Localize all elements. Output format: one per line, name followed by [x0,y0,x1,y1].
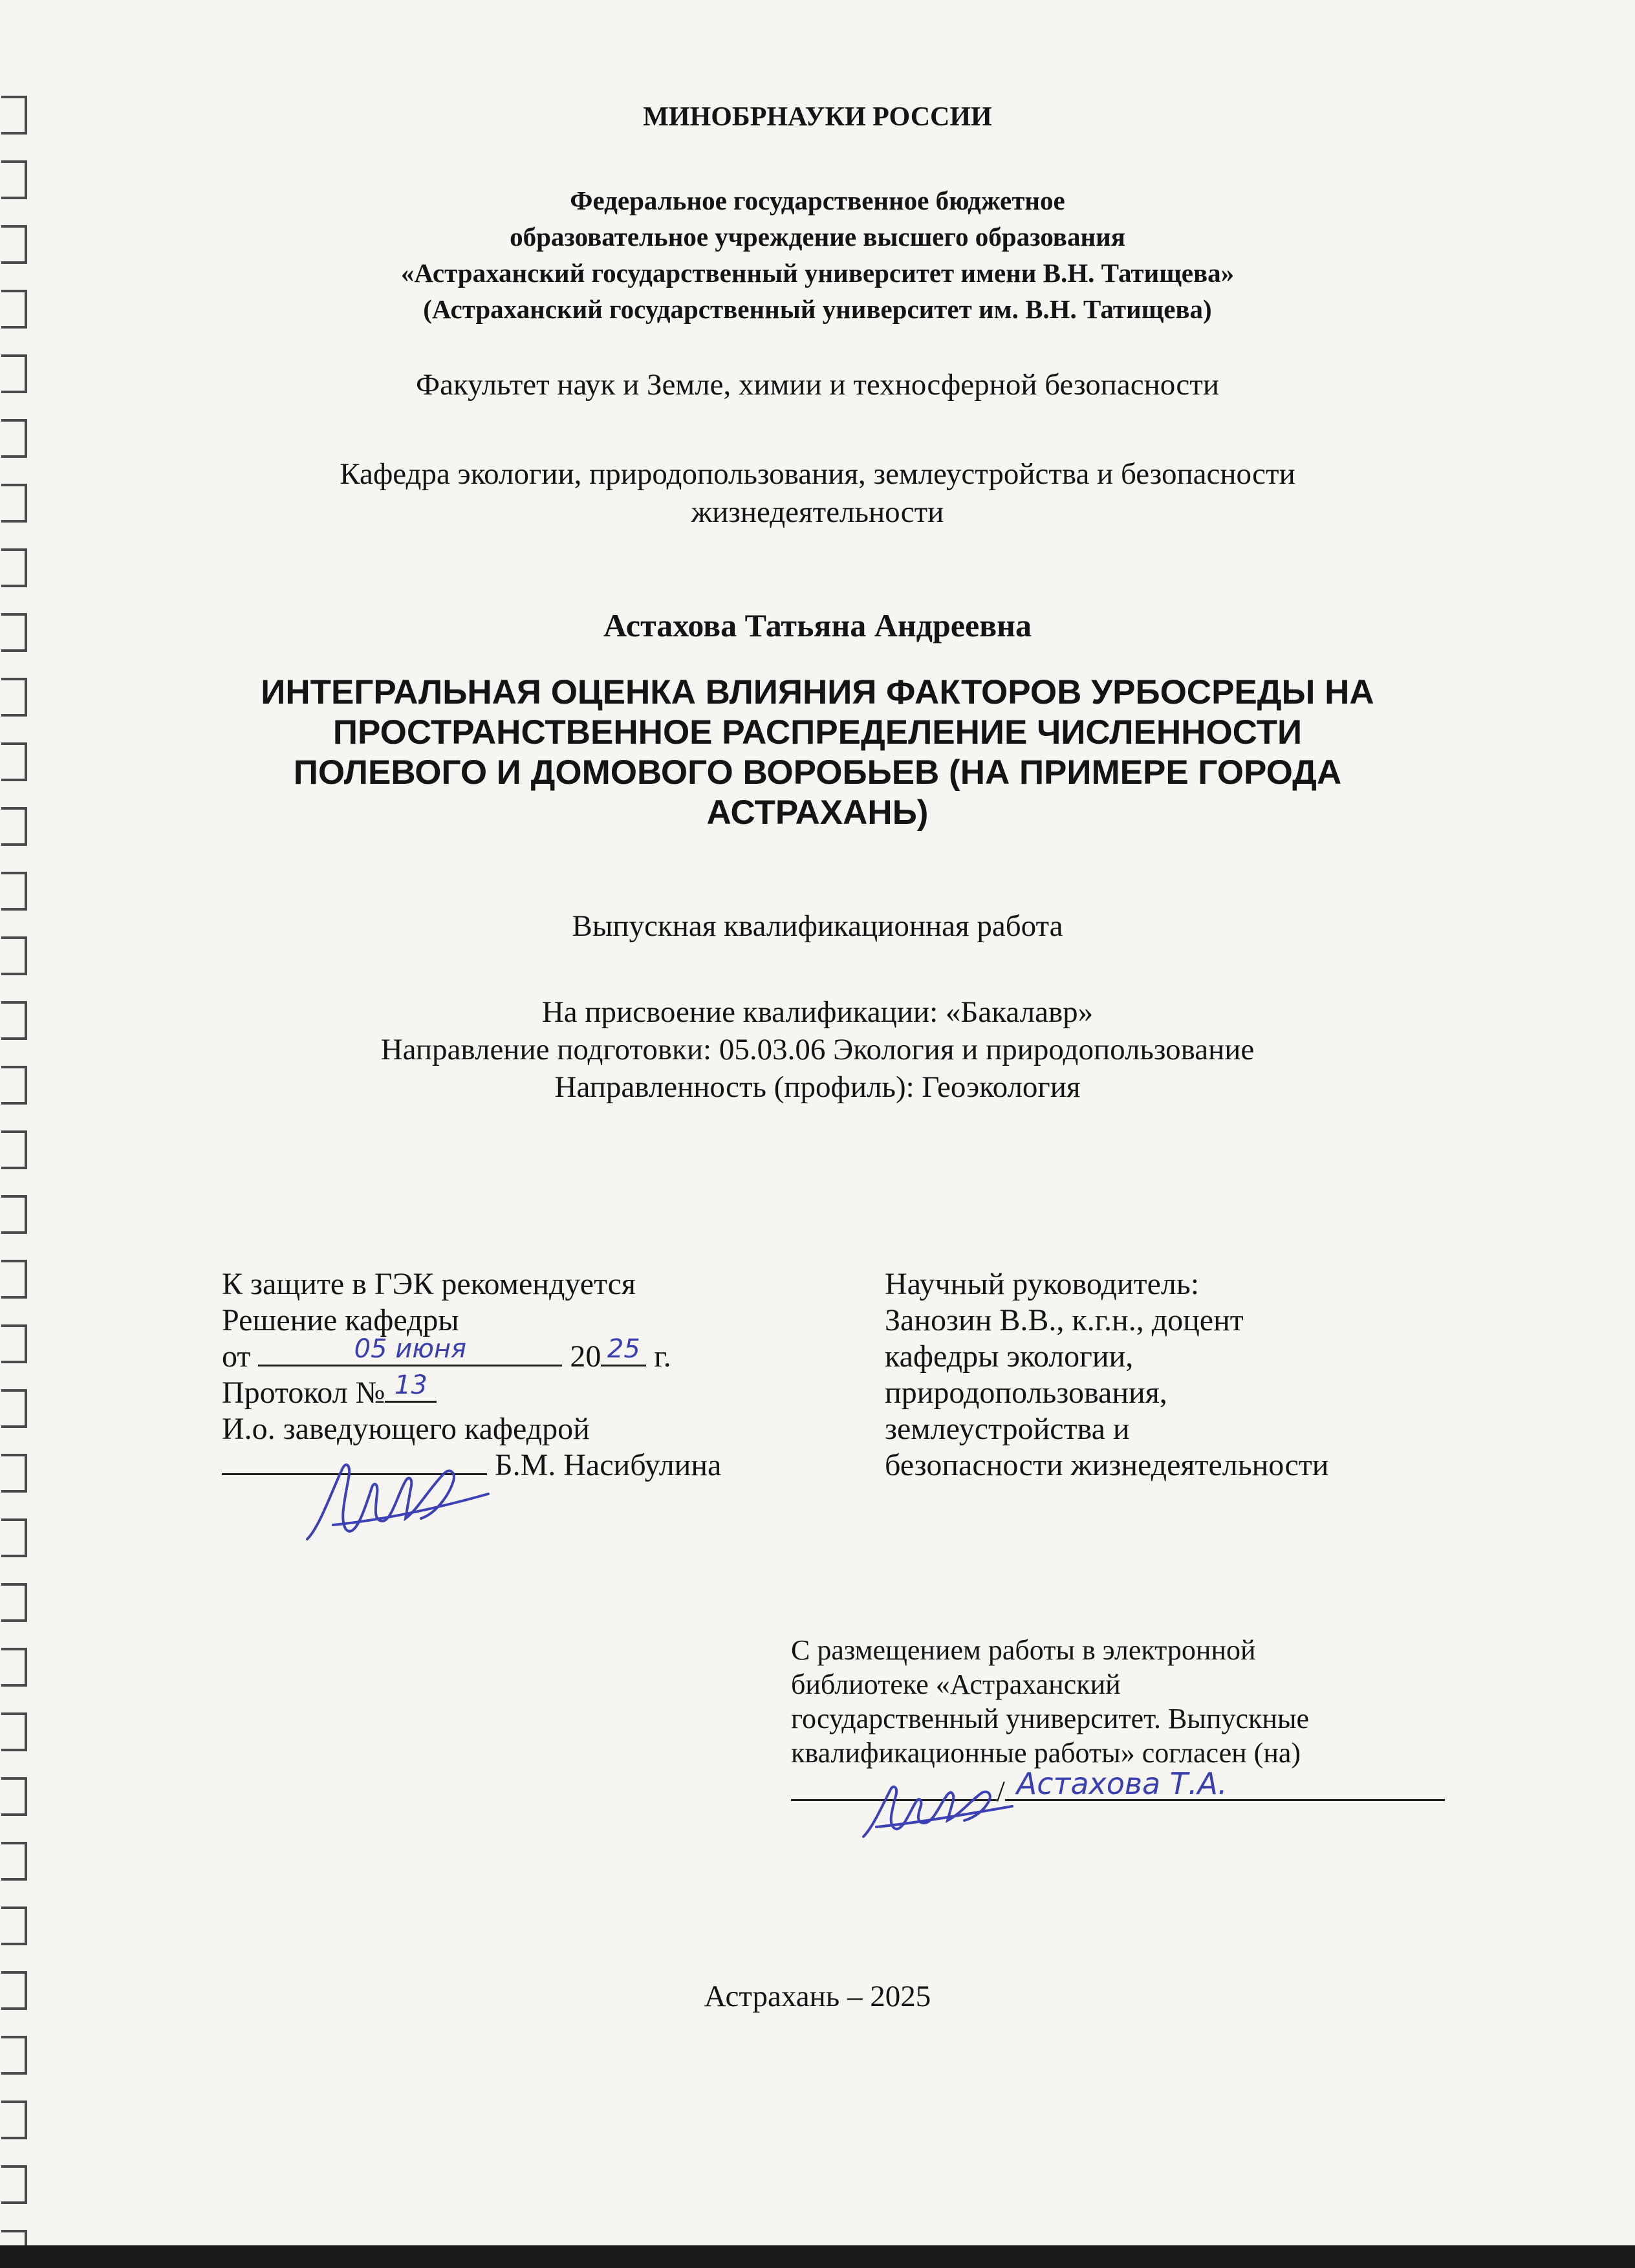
supervisor-line: Научный руководитель: [885,1267,1200,1301]
binding-hole [1,550,26,586]
thesis-title [0,673,1635,833]
year-suffix: г. [654,1339,671,1374]
handwritten-student-name: Астахова Т.А. [1016,1766,1228,1801]
date-blank [258,1334,562,1366]
recommendation-line: К защите в ГЭК рекомендуется [222,1267,636,1301]
binding-hole [1,1649,26,1685]
consent-line: библиотеке «Астраханский [791,1669,1121,1700]
head-signature [294,1449,508,1552]
binding-hole [1,1843,26,1879]
binding-hole [1,2037,26,2073]
consent-line: С размещением работы в электронной [791,1634,1256,1666]
institution-line: Федеральное государственное бюджетное [570,186,1065,215]
consent-line: квалификационные работы» согласен (на) [791,1737,1301,1769]
decision-label: Решение кафедры [222,1303,459,1337]
binding-hole [1,1326,26,1362]
binding-hole [1,1908,26,1944]
chair-name [0,455,1635,532]
institution-line: образовательное учреждение высшего образования [510,222,1125,252]
binding-hole [1,873,26,909]
faculty-name: Факультет наук и Земле, химии и техносферной безопасности [416,368,1219,402]
supervisor-line: безопасности жизнедеятельности [885,1448,1329,1482]
binding-hole [1,1390,26,1427]
author-name: Астахова Татьяна Андреевна [603,607,1032,643]
binding-hole [1,1132,26,1168]
qualification-line: На присвоение квалификации: «Бакалавр» [541,995,1094,1029]
binding-holes [0,0,39,2268]
consent-line: государственный университет. Выпускные [791,1703,1310,1734]
student-signature [857,1775,1025,1846]
supervisor-line: природопользования, [885,1376,1167,1410]
student-name-blank [1005,1766,1445,1801]
decision-date-line [222,1334,843,1375]
binding-hole [1,1261,26,1297]
institution-line: «Астраханский государственный университет имени В.Н. Татищева» [400,258,1235,288]
qualification-block [0,993,1635,1106]
ministry-heading: МИНОБРНАУКИ РОССИИ [643,102,992,132]
protocol-label: Протокол № [222,1376,385,1410]
supervisor-line: землеустройства и [885,1412,1130,1446]
chair-line: жизнедеятельности [691,495,944,529]
protocol-line [222,1370,843,1411]
binding-hole [1,1455,26,1491]
city-year: Астрахань – 2025 [704,1980,931,2013]
qualification-line: Направление подготовки: 05.03.06 Экология и природопользование [380,1033,1255,1066]
handwritten-year: 25 [607,1334,640,1364]
binding-hole [1,1196,26,1233]
supervisor-block [885,1266,1493,1484]
title-line: ИНТЕГРАЛЬНАЯ ОЦЕНКА ВЛИЯНИЯ ФАКТОРОВ УРБОСРЕДЫ НА [261,673,1374,711]
binding-hole [1,1714,26,1750]
binding-hole [1,2102,26,2138]
title-line: АСТРАХАНЬ) [706,794,929,832]
year-prefix: 20 [570,1339,601,1374]
date-prefix: от [222,1339,251,1374]
year-blank [601,1334,646,1366]
chair-line: Кафедра экологии, природопользования, землеустройства и безопасности [340,457,1295,491]
binding-hole [1,1520,26,1556]
handwritten-date: 05 июня [354,1334,467,1364]
title-line: ПОЛЕВОГО И ДОМОВОГО ВОРОБЬЕВ (НА ПРИМЕРЕ ГОРОДА [293,753,1342,792]
head-label: И.о. заведующего кафедрой [222,1412,590,1446]
institution-block [0,182,1635,327]
qualification-line: Направленность (профиль): Геоэкология [554,1070,1081,1104]
title-line: ПРОСТРАНСТВЕННОЕ РАСПРЕДЕЛЕНИЕ ЧИСЛЕННОСТИ [332,713,1303,751]
binding-hole [1,1778,26,1815]
supervisor-line: Занозин В.В., к.г.н., доцент [885,1303,1244,1337]
supervisor-line: кафедры экологии, [885,1339,1134,1374]
separator: / [997,1775,1005,1808]
scan-edge [0,2245,1635,2268]
binding-hole [1,420,26,457]
handwritten-protocol-number: 13 [394,1370,428,1400]
binding-hole [1,2166,26,2203]
head-name: Б.М. Насибулина [495,1448,722,1482]
institution-line: (Астраханский государственный университет им. В.Н. Татищева) [423,294,1212,324]
protocol-blank [385,1370,437,1403]
work-type: Выпускная квалификационная работа [572,909,1063,943]
binding-hole [1,1584,26,1621]
